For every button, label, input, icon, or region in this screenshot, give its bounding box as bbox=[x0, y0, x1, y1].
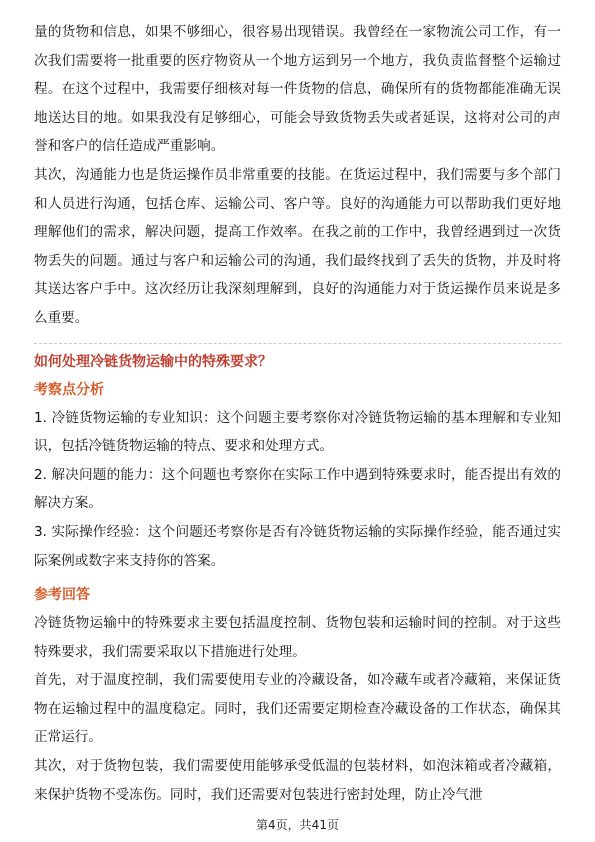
question-heading: 如何处理冷链货物运输中的特殊要求？ bbox=[34, 353, 272, 370]
answer-label: 参考回答 bbox=[34, 587, 90, 604]
analysis-label: 考察点分析 bbox=[34, 381, 104, 398]
analysis-item: 2. 解决问题的能力：这个问题也考察你在实际工作中遇到特殊要求时，能否提出有效的解决方案。 bbox=[34, 466, 561, 512]
page-footer: 第4页，共41页 bbox=[256, 818, 339, 832]
section-divider bbox=[34, 343, 561, 344]
analysis-item: 1. 冷链货物运输的专业知识：这个问题主要考察你对冷链货物运输的基本理解和专业知识，包括冷链货物运输的特点、要求和处理方式。 bbox=[34, 409, 561, 455]
answer-paragraph: 冷链货物运输中的特殊要求主要包括温度控制、货物包装和运输时间的控制。对于这些特殊要求，我们需要采取以下措施进行处理。 bbox=[34, 615, 561, 660]
analysis-item: 3. 实际操作经验：这个问题还考察你是否有冷链货物运输的实际操作经验，能否通过实际案例或数字来支持你的答案。 bbox=[34, 523, 561, 569]
document-page bbox=[34, 18, 561, 809]
intro-paragraph: 其次，沟通能力也是货运操作员非常重要的技能。在货运过程中，我们需要与多个部门和人员进行沟通，包括仓库、运输公司、客户等。良好的沟通能力可以帮助我们更好地理解他们的需求，解决问题，提高工作效率。在我之前的工作中，我曾经遇到过一次货物丢失的问题。通过与客户和运输公司的沟通，我们最终找到了丢失的货物，并及时将其送达客户手中。这次经历让我深刻理解到，良好的沟通能力对于货运操作员来说是多么重要。 bbox=[34, 166, 561, 326]
answer-paragraph: 首先，对于温度控制，我们需要使用专业的冷藏设备，如冷藏车或者冷藏箱，来保证货物在运输过程中的温度稳定。同时，我们还需要定期检查冷藏设备的工作状态，确保其正常运行。 bbox=[34, 672, 561, 746]
intro-paragraph: 量的货物和信息，如果不够细心，很容易出现错误。我曾经在一家物流公司工作，有一次我们需要将一批重要的医疗物资从一个地方运到另一个地方，我负责监督整个运输过程。在这个过程中，我需要仔细核对每一件货物的信息，确保所有的货物都能准确无误地送达目的地。如果我没有足够细心，可能会导致货物丢失或者延误，这将对公司的声誉和客户的信任造成严重影响。 bbox=[34, 24, 561, 155]
answer-paragraph: 其次，对于货物包装，我们需要使用能够承受低温的包装材料，如泡沫箱或者冷藏箱，来保护货物不受冻伤。同时，我们还需要对包装进行密封处理，防止冷气泄 bbox=[34, 758, 561, 803]
